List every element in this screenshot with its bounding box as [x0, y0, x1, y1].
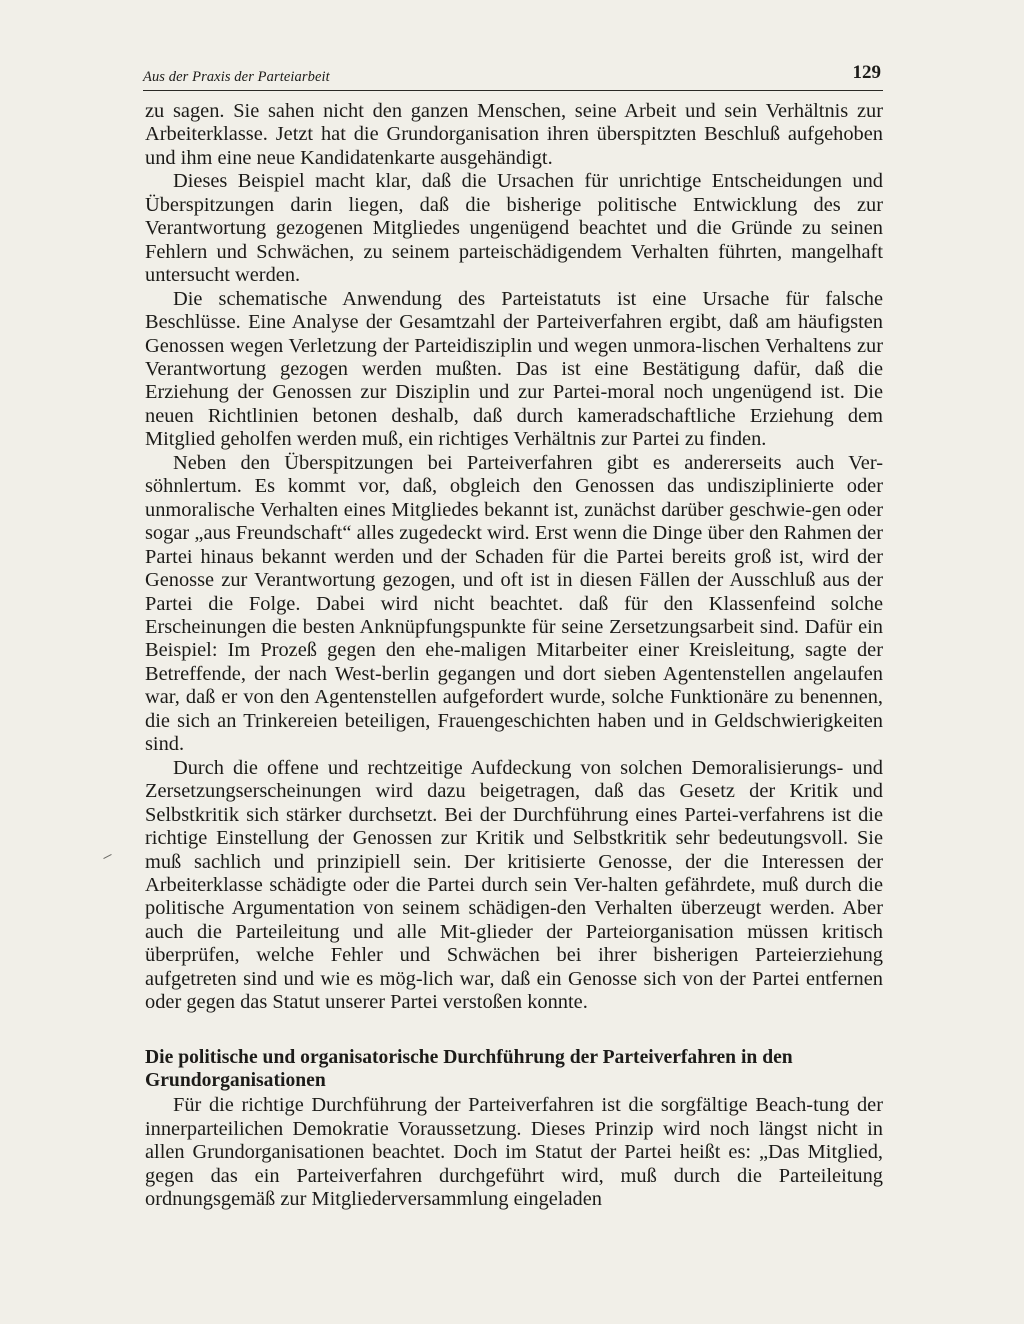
paragraph-4: Neben den Überspitzungen bei Parteiverfahren gibt es andererseits auch Ver-söhnlertum. Es kommt vor, daß, obgleich den Genossen das undisziplinierte oder unmoralische Verhalten eines Mitgliedes bekannt ist, zunächst darüber geschwie-gen oder sogar „aus Freundschaft“ alles zugedeckt wird. Erst wenn die Dinge über den Rahmen der Partei hinaus bekannt werden und der Schaden für die Partei bereits groß ist, wird der Genosse zur Verantwortung gezogen, und oft ist in diesen Fällen der Ausschluß aus der Partei die Folge. Dabei wird nicht beachtet. daß für den Klassenfeind solche Erscheinungen die besten Anknüpfungspunkte für seine Zersetzungsarbeit sind. Dafür ein Beispiel: Im Prozeß gegen den ehe-maligen Mitarbeiter einer Kreisleitung, sagte der Betreffende, der nach West-berlin gegangen und dort sieben Agentenstellen angelaufen war, daß er von den Agentenstellen aufgefordert wurde, solche Funktionäre zu benennen, die sich an Trinkereien beteiligen, Frauengeschichten haben und in Geldschwierigkeiten sind. — [145, 451, 883, 756]
running-header — [143, 62, 883, 91]
page-number: 129 — [852, 62, 881, 83]
section-heading: Die politische und organisatorische Durchführung der Parteiverfahren in den Grundorganisationen — [145, 1046, 793, 1092]
paragraph-1: zu sagen. Sie sahen nicht den ganzen Menschen, seine Arbeit und sein Verhältnis zur Arbeiterklasse. Jetzt hat die Grundorganisation ihren überspitzten Beschluß aufgehoben und ihm eine neue Kandidatenkarte ausgehändigt. — [145, 100, 883, 169]
running-title: Aus der Praxis der Parteiarbeit — [143, 69, 330, 85]
margin-pencil-mark — [103, 854, 111, 859]
paragraph-3: Die schematische Anwendung des Parteistatuts ist eine Ursache für falsche Beschlüsse. Eine Analyse der Gesamtzahl der Parteiverfahren ergibt, daß am häufigsten Genossen wegen Verletzung der Parteidisziplin und wegen unmora-lischen Verhaltens zur Verantwortung gezogen werden mußten. Das ist eine Bestätigung dafür, daß die Erziehung der Genossen zur Disziplin und zur Partei-moral noch ungenügend ist. Die neuen Richtlinien betonen deshalb, daß durch kameradschaftliche Erziehung dem Mitglied geholfen werden muß, ein richtiges Verhältnis zur Partei zu finden. — [145, 287, 883, 451]
paragraph-2: Dieses Beispiel macht klar, daß die Ursachen für unrichtige Entscheidungen und Überspitzungen darin liegen, daß die bisherige politische Entwicklung des zur Verantwortung gezogenen Mitgliedes ungenügend beachtet und die Gründe zu seinen Fehlern und Schwächen, zu seinem parteischädigendem Verhalten führten, mangelhaft untersucht werden. — [145, 170, 883, 287]
section-paragraph: Für die richtige Durchführung der Parteiverfahren ist die sorgfältige Beach-tung der innerparteilichen Demokratie Voraussetzung. Dieses Prinzip wird noch längst nicht in allen Grundorganisationen beachtet. Doch im Statut der Partei heißt es: „Das Mitglied, gegen das ein Parteiverfahren durchgeführt wird, muß durch die Parteileitung ordnungsgemäß zur Mitgliederversammlung eingeladen — [145, 1094, 883, 1211]
paragraph-5: Durch die offene und rechtzeitige Aufdeckung von solchen Demoralisierungs- und Zersetzungserscheinungen wird dazu beigetragen, daß das Gesetz der Kritik und Selbstkritik sich stärker durchsetzt. Bei der Durchführung eines Partei-verfahrens ist die richtige Einstellung der Genossen zur Kritik und Selbstkritik sehr bedeutungsvoll. Sie muß sachlich und prinzipiell sein. Der kritisierte Genosse, der die Interessen der Arbeiterklasse schädigte oder die Partei durch sein Ver-halten gefährdete, muß durch die politische Argumentation von seinem schädigen-den Verhalten überzeugt werden. Aber auch die Parteileitung und alle Mit-glieder der Parteiorganisation müssen kritisch überprüfen, welche Fehler und Schwächen bei ihrer bisherigen Parteierziehung aufgetreten sind und wie es mög-lich war, daß ein Genosse sich von der Partei entfernen oder gegen das Statut unserer Partei verstoßen konnte. — [145, 756, 883, 1014]
body-text — [145, 100, 883, 1212]
